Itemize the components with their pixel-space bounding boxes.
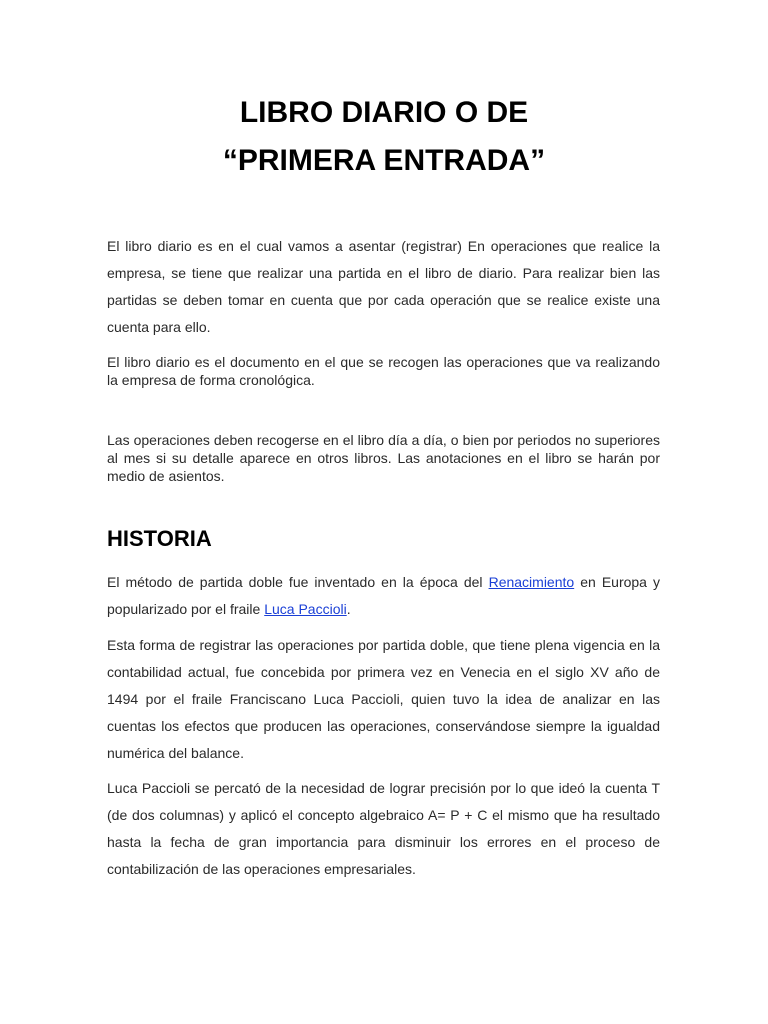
history-text-between-links: en Europa y popularizado por el fraile: [107, 574, 660, 617]
history-text-before-link: El método de partida doble fue inventado en la época del: [107, 574, 489, 590]
section-heading-historia: HISTORIA: [107, 526, 212, 551]
history-paragraph-2: Esta forma de registrar las operaciones por partida doble, que tiene plena vigencia en la contabilidad actual, fue concebida por primera vez en Venecia en el siglo XV año de 1494 por el fraile Franciscano Luca Paccioli, quien tuvo la idea de analizar en las cuentas los efectos que producen las operaciones, conservándose siempre la igualdad numérica del balance.: [107, 637, 660, 761]
intro-paragraph-3: Las operaciones deben recogerse en el libro día a día, o bien por periodos no superiores al mes si su detalle aparece en otros libros. Las anotaciones en el libro se harán por medio de asientos.: [107, 432, 660, 484]
intro-paragraph-2: El libro diario es el documento en el que se recogen las operaciones que va realizando la empresa de forma cronológica.: [107, 354, 660, 388]
intro-paragraph-1: El libro diario es en el cual vamos a asentar (registrar) En operaciones que realice la empresa, se tiene que realizar una partida en el libro de diario. Para realizar bien las partidas se deben tomar en cuenta que por cada operación que se realice existe una cuenta para ello.: [107, 238, 660, 335]
page-title-line-1: LIBRO DIARIO O DE: [239, 96, 529, 129]
history-paragraph-1: [107, 569, 660, 623]
history-paragraph-3: Luca Paccioli se percató de la necesidad de lograr precisión por lo que ideó la cuenta T (de dos columnas) y aplicó el concepto algebraico A= P + C el mismo que ha resultado hasta la fecha de gran importancia para disminuir los errores en el proceso de contabilización de las operaciones empresariales.: [107, 780, 660, 877]
page-title-line-2: “PRIMERA ENTRADA”: [222, 144, 546, 177]
renacimiento-link[interactable]: Renacimiento: [488, 574, 575, 590]
luca-paccioli-link[interactable]: Luca Paccioli: [264, 601, 347, 617]
history-text-after-link: .: [346, 601, 351, 617]
